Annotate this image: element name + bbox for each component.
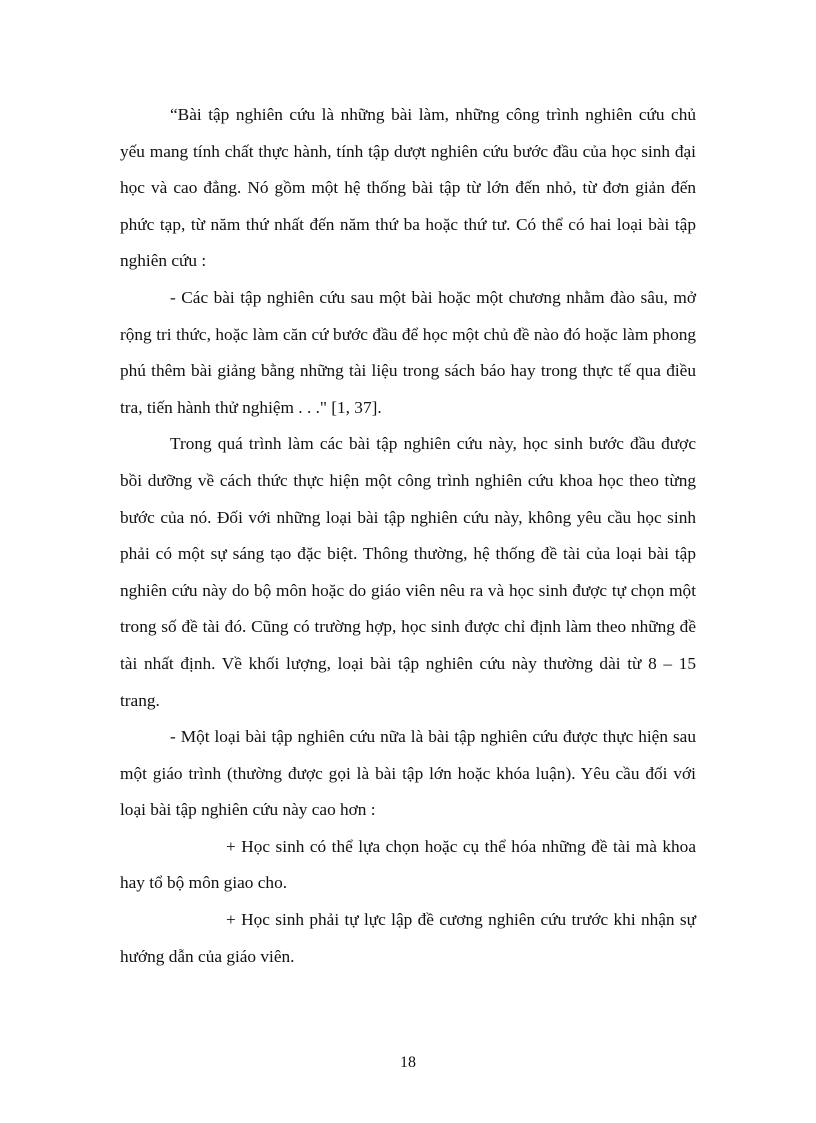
paragraph-first-type: - Các bài tập nghiên cứu sau một bài hoặc một chương nhằm đào sâu, mở rộng tri thức, hoặc làm căn cứ bước đầu để học một chủ đề nào đó hoặc làm phong phú thêm bài giảng bằng những tài liệu trong sách báo hay trong thực tế qua điều tra, tiến hành thử nghiệm . . ." [1, 37]. [120, 287, 696, 417]
paragraph-requirement-1: + Học sinh có thể lựa chọn hoặc cụ thể hóa những đề tài mà khoa hay tổ bộ môn giao cho. [120, 836, 696, 893]
paragraph-requirement-2: + Học sinh phải tự lực lập đề cương nghiên cứu trước khi nhận sự hướng dẫn của giáo viên. [120, 910, 696, 966]
paragraph-second-type: - Một loại bài tập nghiên cứu nữa là bài tập nghiên cứu được thực hiện sau một giáo trình (thường được gọi là bài tập lớn hoặc khóa luận). Yêu cầu đối với loại bài tập nghiên cứu này cao hơn : [120, 727, 696, 820]
paragraph-quote-definition: “Bài tập nghiên cứu là những bài làm, những công trình nghiên cứu chủ yếu mang tính chất thực hành, tính tập dượt nghiên cứu bước đầu của học sinh đại học và cao đẳng. Nó gồm một hệ thống bài tập từ lớn đến nhỏ, từ đơn giản đến phức tạp, từ năm thứ nhất đến năm thứ ba hoặc thứ tư. Có thể có hai loại bài tập nghiên cứu : [120, 105, 696, 271]
paragraph-process: Trong quá trình làm các bài tập nghiên cứu này, học sinh bước đầu được bồi dưỡng về cách thức thực hiện một công trình nghiên cứu khoa học theo từng bước của nó. Đối với những loại bài tập nghiên cứu này, không yêu cầu học sinh phải có một sự sáng tạo đặc biệt. Thông thường, hệ thống đề tài của loại bài tập nghiên cứu này do bộ môn hoặc do giáo viên nêu ra và học sinh được tự chọn một trong số đề tài đó. Cũng có trường hợp, học sinh được chỉ định làm theo những đề tài nhất định. Về khối lượng, loại bài tập nghiên cứu này thường dài từ 8 – 15 trang. [120, 434, 696, 710]
page-number: 18 [400, 1054, 416, 1071]
body-text [120, 97, 696, 975]
